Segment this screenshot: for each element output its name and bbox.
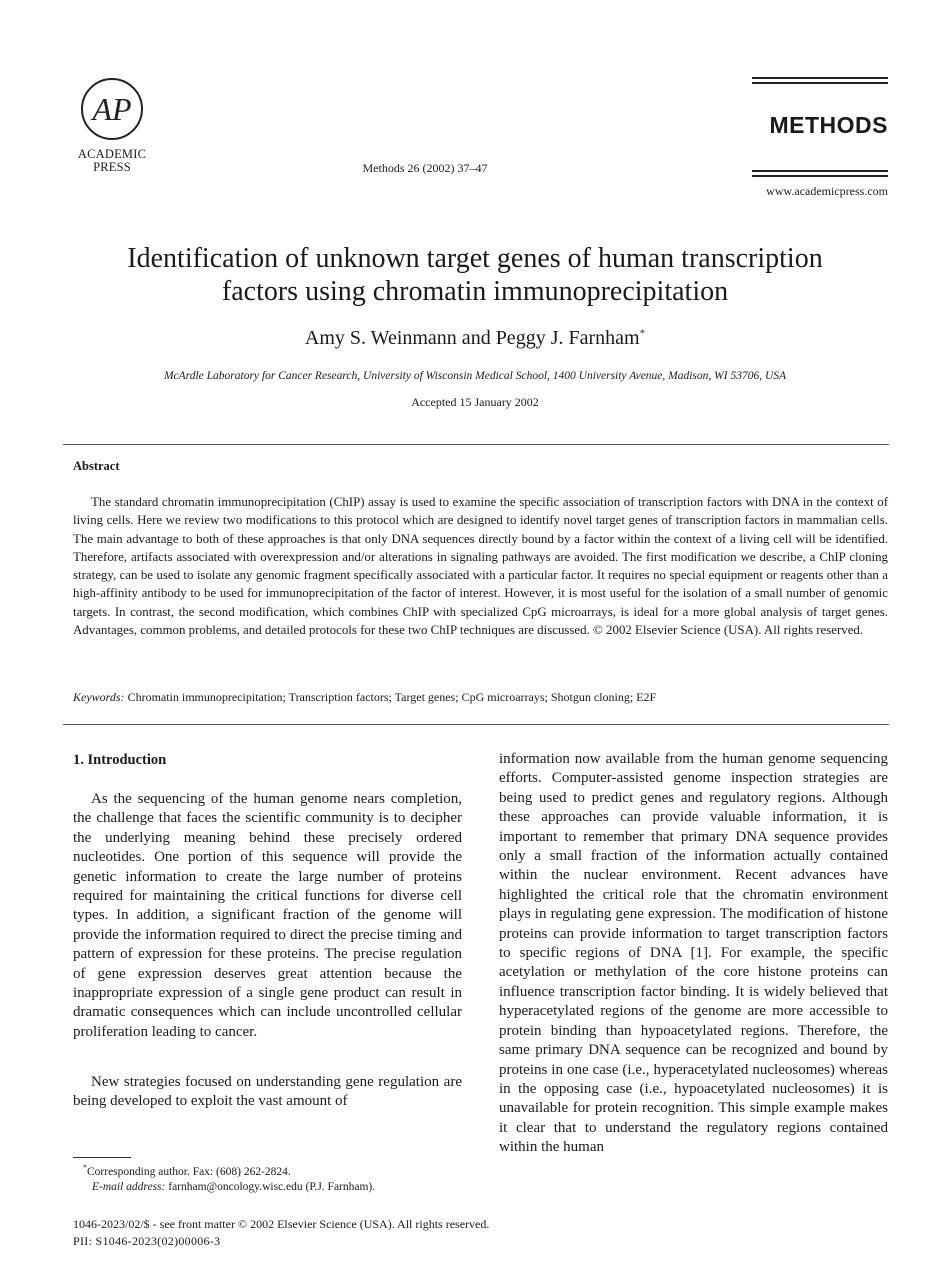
intro-paragraph-1: As the sequencing of the human genome nears completion, the challenge that faces the scientific community is to decipher the underlying meaning behind these precisely ordered nucleotides. One portion of this sequence will provide the genetic information to create the large number of proteins required for maintaining the critical functions for diverse cell types. In addition, a significant fraction of the genome will provide the information required to direct the precise timing and pattern of expression for these proteins. The precise regulation of gene expression deserves great attention because the inappropriate expression of a single gene product can result in dramatic consequences which can include uncontrolled cellular proliferation leading to cancer. [73,791,462,1040]
author-affiliation: McArdle Laboratory for Cancer Research, University of Wisconsin Medical School, 1400 University Avenue, Madison, WI 53706, USA [163,370,787,382]
intro-right-column-text: information now available from the human genome sequencing efforts. Computer-assisted genome inspection strategies are being used to predict genes and regulatory regions. Although these approaches can provide valuable information, it is important to remember that primary DNA sequence provides only a small fraction of the information actually contained within the nuclear environment. Recent advances have highlighted the critical role that the chromatin environment plays in regulating gene expression. The modification of histone proteins can provide information to target transcription factors to specific regions of DNA [1]. For example, the specific acetylation or methylation of the core histone proteins can influence transcription factor binding. It is widely believed that hyperacetylated regions of the genome are more accessible to protein binding than hypoacetylated regions. Therefore, the same primary DNA sequence can be recognized and bound by proteins in one case (i.e., hyperacetylated nucleosomes) whereas in the opposing case (i.e., hypoacetylated nucleosomes) it is unavailable for protein recognition. This simple example makes it clear that to understand the regulatory regions contained within the human [499,751,888,1156]
article-title-line1: Identification of unknown target genes of human transcription [127,243,823,274]
email-address-link[interactable]: farnham@oncology.wisc.edu (P.J. Farnham). [168,1181,376,1193]
intro-paragraph-2: New strategies focused on understanding gene regulation are being developed to exploit the vast amount of [73,1074,462,1110]
accepted-date: Accepted 15 January 2002 [411,395,539,409]
masthead-rule-bottom [752,170,888,177]
journal-masthead [752,77,888,177]
footnote-email [73,1181,375,1193]
footnote-mark: * [83,1163,87,1172]
publisher-website-link[interactable]: www.academicpress.com [766,184,888,198]
publisher-name-line1: ACADEMIC [77,147,147,161]
ap-logo-mark: AP [92,91,132,127]
article-title [0,242,950,308]
abstract-text: The standard chromatin immunoprecipitation (ChIP) assay is used to examine the specific association of transcription factors with DNA in the context of living cells. Here we review two modifications to this protocol which are designed to identify novel target genes of transcription factors in mammalian cells. The main advantage to both of these approaches is that only DNA sequences directly bound by a factor within the context of a living cell will be identified. Therefore, artifacts associated with overexpression and/or alterations in signaling pathways are avoided. The first modification we describe, a ChIP cloning strategy, can be used to isolate any genomic fragment specifically associated with a particular factor. It requires no special equipment or reagents other than a high-affinity antibody to be used for immunoprecipitation of the factor of interest. However, it is most useful for the isolation of a small number of genomic targets. In contrast, the second modification, which combines ChIP with specialized CpG microarrays, is ideal for a more global analysis of target genes. Advantages, common problems, and detailed protocols for these two ChIP techniques are discussed. © 2002 Elsevier Science (USA). All rights reserved. [73,495,888,638]
footnote-corresponding-author [73,1163,291,1178]
article-authors [0,327,950,350]
divider-top [63,444,889,445]
keywords-list: Chromatin immunoprecipitation; Transcription factors; Target genes; CpG microarrays; Shotgun cloning; E2F [127,690,657,704]
email-label: E-mail address: [92,1181,166,1193]
journal-citation: Methods 26 (2002) 37–47 [362,161,488,175]
divider-bottom [63,724,889,725]
section-heading-introduction: 1. Introduction [73,752,167,768]
ap-logo-icon [79,76,145,142]
masthead-rule-top [752,77,888,84]
article-title-line2: factors using chromatin immunoprecipitation [221,276,729,307]
keywords [73,690,656,705]
pii-identifier: PII: S1046-2023(02)00006-3 [73,1234,221,1248]
author-names: Amy S. Weinmann and Peggy J. Farnham [304,327,640,349]
publisher-name-line2: PRESS [93,160,131,174]
keywords-label: Keywords: [73,690,125,704]
footnote-corresponding-text: Corresponding author. Fax: (608) 262-2824. [87,1165,291,1178]
footnote-rule [73,1157,131,1158]
journal-name: METHODS [769,112,888,138]
corresponding-author-mark[interactable]: * [639,327,646,340]
abstract-heading: Abstract [73,459,120,473]
front-matter-notice: 1046-2023/02/$ - see front matter © 2002 Elsevier Science (USA). All rights reserved. [73,1217,490,1231]
